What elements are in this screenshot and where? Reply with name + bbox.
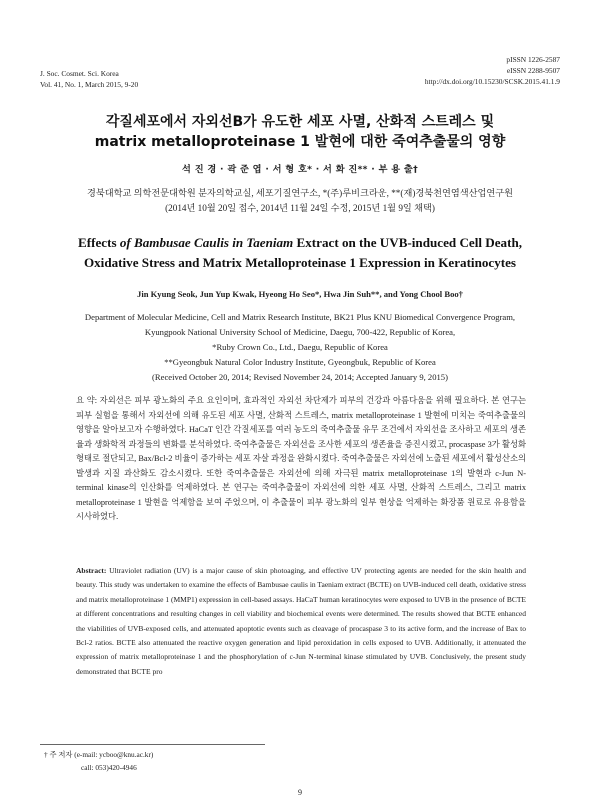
- english-title-line2: Oxidative Stress and Matrix Metalloproteinase 1 Expression in Keratinocytes: [83, 255, 517, 270]
- pissn: pISSN 1226-2587: [506, 55, 560, 64]
- english-title-pre: Effects: [78, 235, 120, 250]
- journal-header-right: [425, 54, 560, 87]
- english-affiliation-block: [20, 310, 580, 385]
- english-title-italic: of Bambusae Caulis in Taeniam: [119, 235, 294, 250]
- abstract-label: Abstract:: [76, 566, 107, 575]
- english-affiliation-4: **Gyeongbuk Natural Color Industry Institute, Gyeongbuk, Republic of Korea: [164, 357, 436, 367]
- english-title-post: Extract on the UVB-induced Cell Death,: [293, 235, 522, 250]
- eissn: eISSN 2288-9507: [506, 66, 560, 75]
- korean-affiliation: 경북대학교 의학전문대학원 분자의학교실, 세포기질연구소, *(주)루비크라운, **(재)경북천연염색산업연구원: [86, 188, 514, 198]
- english-abstract-text: Ultraviolet radiation (UV) is a major cause of skin photoaging, and effective UV protecting agents are needed for the skin health and beauty. This study was undertaken to examine the effects of Bambusae caulis in Taeniam extract (BCTE) on UVB-induced cell death, oxidative stress and matrix metalloproteinase 1 (MMP1) expression in cell-based assays. HaCaT human keratinocytes were exposed to UVB in the presence of BCTE at different concentrations and resulting changes in cell viability and biochemical events were determined. The results showed that BCTE enhanced the viabilities of UVB-exposed cells, and attenuated apoptotic events such as cleavage of procaspase 3 to its active form, and the increase of Bax to Bcl-2 ratios. BCTE also attenuated the reactive oxygen generation and lipid peroxidation in cells exposed to UVB. Additionally, it attenuated the expression of matrix metalloproteinase 1 and the phosphorylation of c-Jun N-terminal kinase stimulated by UVB. Conclusively, the present study demonstrated that BCTE pro: [76, 566, 526, 676]
- korean-affiliation-block: [20, 186, 580, 216]
- english-abstract: [76, 564, 526, 679]
- english-affiliation-1: Department of Molecular Medicine, Cell and Matrix Research Institute, BK21 Plus KNU Biomedical Convergence Program,: [84, 312, 516, 322]
- page-number: 9: [298, 788, 302, 797]
- korean-abstract: 요 약: 자외선은 피부 광노화의 주요 요인이며, 효과적인 자외선 차단제가 피부의 건강과 아름다움을 위해 필요하다. 본 연구는 피부 실험을 통해서 자외선에 의해 유도된 세포 사멸, 산화적 스트레스, matrix metalloproteinase 1 발현에 미치는 죽여추출물의 영향을 알아보고자 수행하였다. HaCaT 인간 각질세포를 여러 농도의 죽여추출물 유무 조건에서 자외선을 조사하고 세포의 생존율과 생화학적 과정들의 변화를 분석하였다. 죽여추출물은 자외선을 조사한 세포의 생존율을 증진시켰고, procaspase 3가 활성화 형태로 절단되고, Bax/Bcl-2 비율이 증가하는 세포 자살 과정을 완화시켰다. 죽여추출물은 자외선에 노출된 세포에서 활성산소의 발생과 지질 과산화도 감소시켰다. 또한 죽여추출물은 자외선에 의해 자극된 matrix metalloproteinase 1의 발현과 c-Jun N-terminal kinase의 인산화를 억제하였다. 본 연구는 죽여추출물이 자외선에 의한 세포 사멸, 산화적 스트레스, 그리고 matrix metalloproteinase 1 발현을 억제함을 보여 주었으며, 이 추출물이 피부 광노화의 일부 현상을 억제하는 화장품 원료로 유용함을 시사하였다.: [76, 396, 526, 521]
- korean-title: [30, 112, 570, 152]
- english-title: [40, 233, 560, 273]
- korean-received: (2014년 10월 20일 접수, 2014년 11월 24일 수정, 2015년 1월 9일 채택): [165, 203, 435, 213]
- footnote-divider: [40, 744, 265, 745]
- english-affiliation-2: Kyungpook National University School of Medicine, Daegu, 700-422, Republic of Korea,: [144, 327, 456, 337]
- doi-link[interactable]: http://dx.doi.org/10.15230/SCSK.2015.41.1.9: [424, 77, 560, 86]
- english-affiliation-3: *Ruby Crown Co., Ltd., Daegu, Republic of Korea: [212, 342, 388, 352]
- korean-title-line2: matrix metalloproteinase 1 발현에 대한 죽여추출물의 영향: [94, 134, 506, 150]
- footnote-author: † 주 저자 (e-mail: ycboo@knu.ac.kr): [44, 750, 154, 759]
- footnote-phone: call: 053)420-4946: [81, 763, 137, 772]
- footnote: [44, 748, 153, 774]
- english-authors: Jin Kyung Seok, Jun Yup Kwak, Hyeong Ho Seo*, Hwa Jin Suh**, and Yong Chool Boo†: [137, 289, 463, 299]
- english-received: (Received October 20, 2014; Revised November 24, 2014; Accepted January 9, 2015): [152, 372, 448, 382]
- journal-header-left: [40, 68, 138, 90]
- journal-volume: Vol. 41, No. 1, March 2015, 9-20: [40, 80, 139, 89]
- journal-name: J. Soc. Cosmet. Sci. Korea: [40, 69, 119, 78]
- korean-title-line1: 각질세포에서 자외선B가 유도한 세포 사멸, 산화적 스트레스 및: [105, 114, 495, 130]
- english-title-line1: [40, 233, 560, 253]
- korean-authors: 석 진 경 · 곽 준 엽 · 서 형 호* · 서 화 진** · 부 용 출†: [182, 164, 418, 175]
